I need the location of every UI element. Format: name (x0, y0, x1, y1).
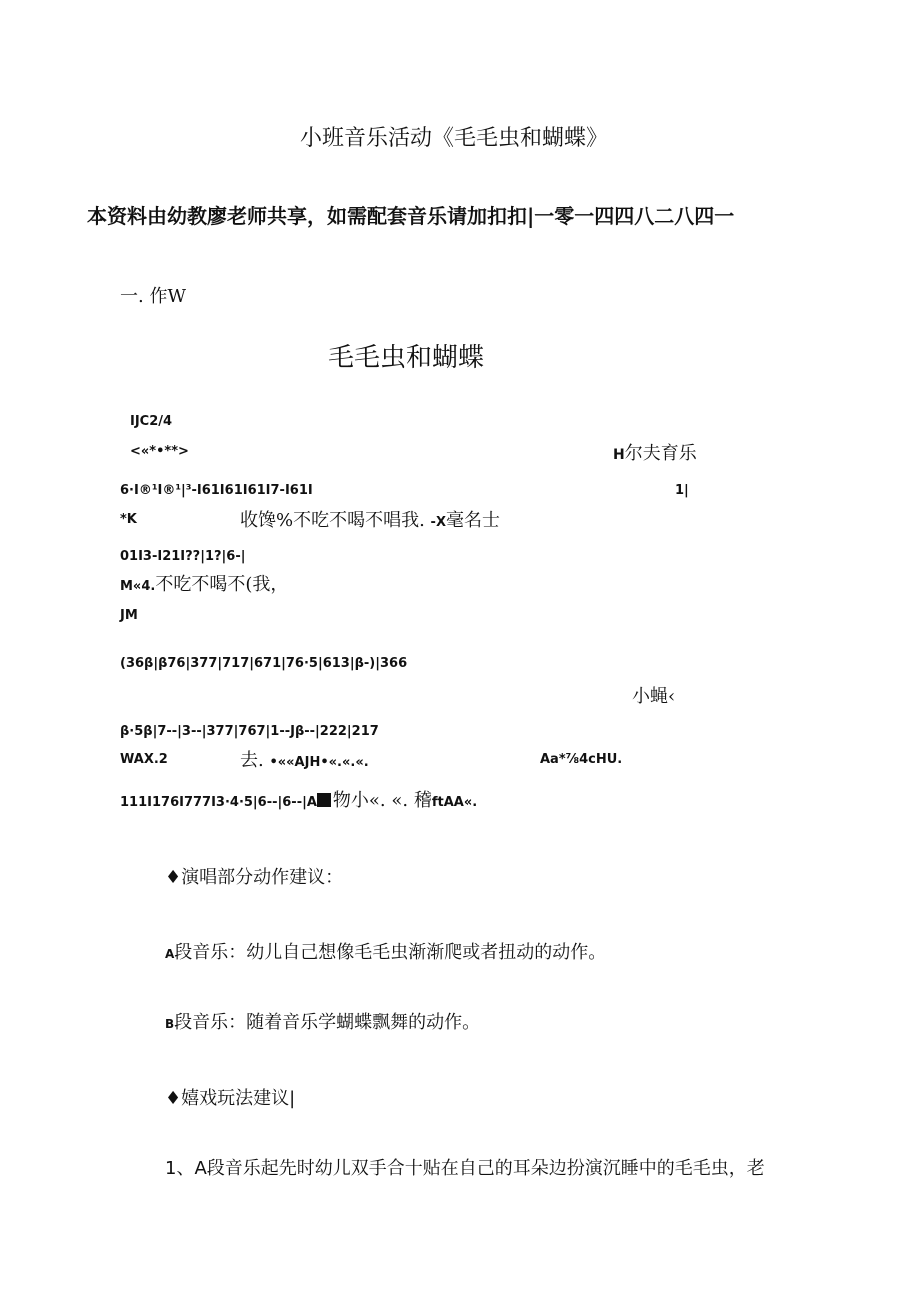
score-meter: IJC2/4 (130, 414, 173, 429)
lyric-line-2-mark: M«4. (120, 579, 156, 594)
score-author (613, 439, 697, 465)
author-name: 尔夫育乐 (624, 443, 697, 464)
lyric-line-5-right: Aa*⅞4cHU. (540, 752, 623, 767)
game-item-1 (165, 1154, 765, 1180)
share-notice: 本资料由幼教廖老师共享，如需配套音乐请加扣扣|一零一四四八二八四一 (87, 204, 735, 228)
author-initial: H (613, 447, 625, 463)
actions-heading-text: 演唱部分动作建议： (181, 867, 344, 888)
lyric-line-2-text: 不吃不喝不(我， (155, 574, 289, 595)
lyric-line-5-bold: •««AJH•«.«.«. (269, 755, 369, 770)
action-b-text: 段音乐：随着音乐学蝴蝶飘舞的动作。 (174, 1012, 481, 1033)
game-item-1-text: 段音乐起先时幼儿双手合十贴在自己的耳朵边扮演沉睡中的毛毛虫，老 (206, 1158, 765, 1179)
notation-line-6-notes: 111I176I777I3·4·5|6--|6--|A (120, 795, 317, 810)
action-a-text: 段音乐：幼儿自己想像毛毛虫渐渐爬或者扭动的动作。 (174, 942, 607, 963)
lyric-line-1-bold: -X (430, 515, 446, 530)
document-title: 小班音乐活动《毛毛虫和蝴蝶》 (300, 126, 609, 151)
lyric-line-1 (240, 506, 500, 532)
game-item-1-number: 1、 (165, 1158, 195, 1179)
diamond-bullet-icon: ♦ (165, 867, 182, 888)
lyric-line-6-bold: ftAA«. (431, 795, 478, 810)
lyric-line-6-text: 物小«. «. 稽 (332, 790, 432, 811)
action-b-label: B (165, 1017, 175, 1031)
score-tempo: <«*•**> (130, 444, 189, 459)
game-item-1-label: A (194, 1158, 207, 1179)
notation-line-2: 01I3-I21I??|1?|6-| (120, 549, 246, 564)
notation-line-4: β·5β|7--|3--|377|767|1--Jβ--|222|217 (120, 724, 379, 739)
notation-line-3: (36β|β76|377|717|671|76·5|613|β-)|366 (120, 656, 408, 671)
lyric-line-5-mark: WAX.2 (120, 752, 168, 767)
action-a (165, 938, 606, 964)
action-a-label: A (165, 947, 175, 961)
song-title: 毛毛虫和蝴蝶 (328, 343, 485, 373)
lyric-line-1-mark: *K (120, 512, 137, 527)
lyric-line-5 (240, 746, 369, 772)
lyric-line-1-tail: 毫名士 (445, 510, 500, 531)
diamond-bullet-icon: ♦ (165, 1088, 182, 1109)
lyric-line-1-text: 收馋%不吃不喝不唱我. (240, 510, 431, 531)
section-heading-1: 一. 作W (120, 286, 186, 307)
black-square-icon (317, 793, 331, 807)
lyric-line-5-text: 去. (240, 750, 270, 771)
notation-line-1-end: 1| (675, 483, 689, 498)
lyric-line-3: 小蝇‹ (632, 686, 676, 707)
game-heading (165, 1084, 295, 1110)
action-b (165, 1008, 480, 1034)
actions-heading (165, 863, 343, 889)
notation-line-1: 6·I®¹I®¹|³-I61I61I61I7-I61I (120, 483, 313, 498)
game-heading-text: 嬉戏玩法建议| (181, 1088, 296, 1109)
lyric-line-2 (120, 570, 288, 596)
notation-line-2-extra: JM (120, 608, 138, 623)
notation-line-6 (120, 786, 477, 812)
